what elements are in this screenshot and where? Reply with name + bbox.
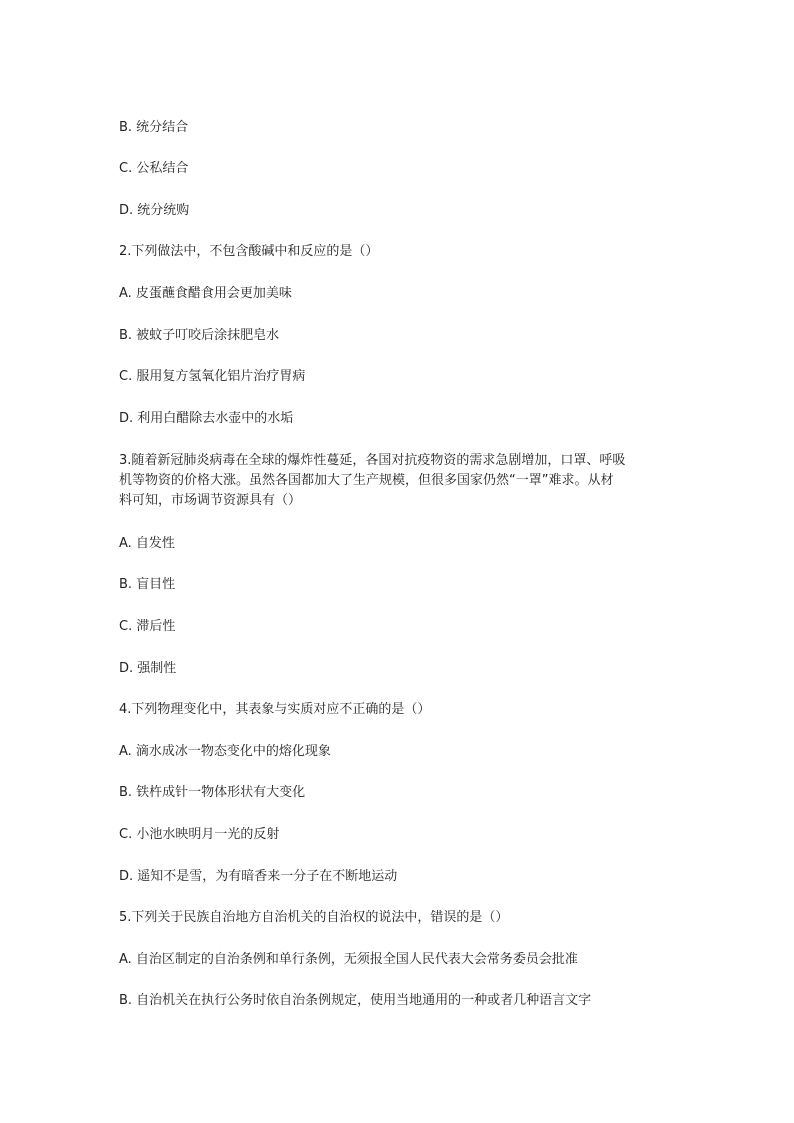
option-q1-b: B. 统分结合 (119, 120, 189, 135)
question-3-line-2: 机等物资的价格大涨。虽然各国都加大了生产规模，但很多国家仍然“一罩”难求。从材 (119, 473, 614, 488)
question-3 (119, 451, 671, 511)
option-q4-d: D. 遥知不是雪，为有暗香来一分子在不断地运动 (119, 869, 398, 884)
question-4: 4.下列物理变化中，其表象与实质对应不正确的是（） (119, 702, 431, 717)
option-q5-a: A. 自治区制定的自治条例和单行条例，无须报全国人民代表大会常务委员会批准 (119, 952, 578, 967)
option-q2-d: D. 利用白醋除去水壶中的水垢 (119, 411, 294, 426)
option-q2-a: A. 皮蛋蘸食醋食用会更加美味 (119, 286, 292, 301)
question-2: 2.下列做法中，不包含酸碱中和反应的是（） (119, 244, 379, 259)
option-q3-b: B. 盲目性 (119, 577, 176, 592)
option-q4-c: C. 小池水映明月一光的反射 (119, 827, 280, 842)
option-q4-a: A. 滴水成冰一物态变化中的熔化现象 (119, 744, 331, 759)
option-q1-d: D. 统分统购 (119, 203, 190, 218)
option-q1-c: C. 公私结合 (119, 161, 189, 176)
option-q2-b: B. 被蚊子叮咬后涂抹肥皂水 (119, 328, 280, 343)
option-q4-b: B. 铁杵成针一物体形状有大变化 (119, 785, 306, 800)
question-3-line-3: 料可知，市场调节资源具有（） (119, 493, 302, 508)
option-q3-d: D. 强制性 (119, 661, 177, 676)
option-q5-b: B. 自治机关在执行公务时依自治条例规定，使用当地通用的一种或者几种语言文字 (119, 993, 592, 1008)
option-q3-c: C. 滞后性 (119, 619, 176, 634)
option-q2-c: C. 服用复方氢氧化铝片治疗胃病 (119, 369, 306, 384)
question-5: 5.下列关于民族自治地方自治机关的自治权的说法中，错误的是（） (119, 910, 509, 925)
question-3-line-1: 3.随着新冠肺炎病毒在全球的爆炸性蔓延，各国对抗疫物资的需求急剧增加，口罩、呼吸 (119, 453, 626, 468)
option-q3-a: A. 自发性 (119, 536, 175, 551)
